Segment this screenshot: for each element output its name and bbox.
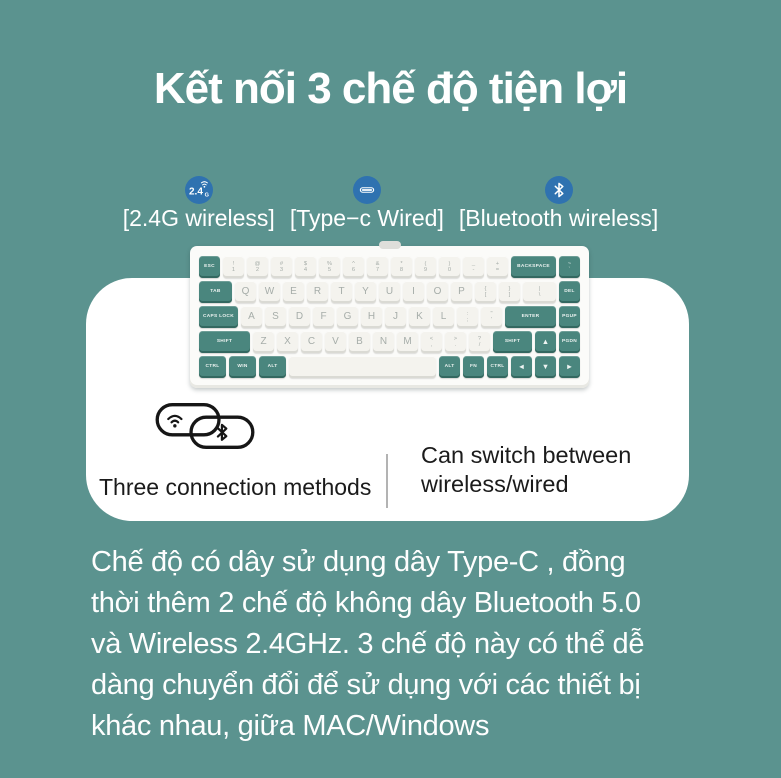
key-caps-lock: CAPS LOCK (199, 306, 238, 328)
key-h: H (361, 306, 382, 328)
key-sym: < , (421, 331, 442, 353)
key-del: DEL (559, 281, 580, 303)
key-q: Q (235, 281, 256, 303)
description-line: Chế độ có dây sử dụng dây Type-C , đồng (91, 546, 626, 578)
key-sym: @ 2 (247, 256, 268, 278)
keyboard-keys (199, 256, 580, 378)
key-sym: ~ ` (559, 256, 580, 278)
wifi-glyph (168, 416, 181, 428)
key-pgdn: PGDN (559, 331, 580, 353)
key-sym: ◄ (511, 356, 532, 378)
key-o: O (427, 281, 448, 303)
key-sym: % 5 (319, 256, 340, 278)
key-u: U (379, 281, 400, 303)
description-line: thời thêm 2 chế độ không dây Bluetooth 5.0 (91, 587, 641, 619)
mode-2-4g-wireless (123, 176, 275, 231)
key-sym: # 3 (271, 256, 292, 278)
mode-label-bluetooth: [Bluetooth wireless] (458, 205, 659, 231)
key-win: WIN (229, 356, 256, 378)
key-sym: * 8 (391, 256, 412, 278)
page-title: Kết nối 3 chế độ tiện lợi (153, 64, 628, 113)
mode-bluetooth-wireless (459, 176, 658, 231)
key-sym: + = (487, 256, 508, 278)
key-sym: ) 0 (439, 256, 460, 278)
key-d: D (289, 306, 310, 328)
type-c-wired-icon (353, 176, 381, 204)
description-line: và Wireless 2.4GHz. 3 chế độ này có thể dễ (91, 628, 645, 660)
description-line: khác nhau, giữa MAC/Windows (91, 710, 490, 742)
key-sym: ▼ (535, 356, 556, 378)
bluetooth-glyph (218, 425, 226, 440)
key-sym: | \ (523, 281, 556, 303)
key-sym: ▲ (535, 331, 556, 353)
key-f: F (313, 306, 334, 328)
key-ctrl: CTRL (199, 356, 226, 378)
key-fn: FN (463, 356, 484, 378)
key-sym: $ 4 (295, 256, 316, 278)
key-sym: ► (559, 356, 580, 378)
key-e: E (283, 281, 304, 303)
keyboard-port-notch (379, 241, 401, 249)
caption-switch-line1: Can switch between (421, 442, 632, 468)
key-m: M (397, 331, 418, 353)
key-c: C (301, 331, 322, 353)
mode-label-type-c: [Type−c Wired] (289, 205, 444, 231)
key-x: X (277, 331, 298, 353)
caption-divider (386, 454, 388, 508)
key-n: N (373, 331, 394, 353)
key-i: I (403, 281, 424, 303)
2-4g-wireless-icon (185, 176, 213, 204)
key-sym: > . (445, 331, 466, 353)
key-sym: { [ (475, 281, 496, 303)
key-k: K (409, 306, 430, 328)
key-s: S (265, 306, 286, 328)
caption-switch-line2: wireless/wired (421, 471, 569, 497)
key-sym: ? / (469, 331, 490, 353)
key-shift: SHIFT (493, 331, 532, 353)
connection-link-icon (155, 397, 255, 455)
key-alt: ALT (439, 356, 460, 378)
key-esc: ESC (199, 256, 220, 278)
svg-text:2.4: 2.4 (188, 186, 203, 198)
key-shift: SHIFT (199, 331, 250, 353)
key-enter: ENTER (505, 306, 556, 328)
key-sym: " ' (481, 306, 502, 328)
key-y: Y (355, 281, 376, 303)
description-line: dàng chuyển đổi để sử dụng với các thiết bị (91, 669, 641, 701)
key-ctrl: CTRL (487, 356, 508, 378)
connection-modes (0, 176, 781, 231)
key-v: V (325, 331, 346, 353)
key-alt: ALT (259, 356, 286, 378)
key-sym: _ - (463, 256, 484, 278)
key-g: G (337, 306, 358, 328)
description-paragraph (91, 542, 644, 747)
key-backspace: BACKSPACE (511, 256, 556, 278)
key-l: L (433, 306, 454, 328)
key-t: T (331, 281, 352, 303)
key-sym: ^ 6 (343, 256, 364, 278)
key-sym: } ] (499, 281, 520, 303)
key-b: B (349, 331, 370, 353)
key-pgup: PGUP (559, 306, 580, 328)
bluetooth-wireless-icon (545, 176, 573, 204)
key-tab: TAB (199, 281, 232, 303)
key-j: J (385, 306, 406, 328)
keyboard-image (190, 246, 589, 388)
key-a: A (241, 306, 262, 328)
key-z: Z (253, 331, 274, 353)
key-w: W (259, 281, 280, 303)
key-r: R (307, 281, 328, 303)
caption-three-methods: Three connection methods (99, 474, 372, 500)
mode-label-2-4g: [2.4G wireless] (122, 205, 275, 231)
key-sym: ( 9 (415, 256, 436, 278)
svg-text:G: G (204, 192, 209, 199)
key-sym: : ; (457, 306, 478, 328)
key-p: P (451, 281, 472, 303)
mode-type-c-wired (290, 176, 444, 231)
key-space (289, 356, 436, 378)
key-sym: & 7 (367, 256, 388, 278)
caption-switch (421, 441, 631, 499)
key-sym: ! 1 (223, 256, 244, 278)
